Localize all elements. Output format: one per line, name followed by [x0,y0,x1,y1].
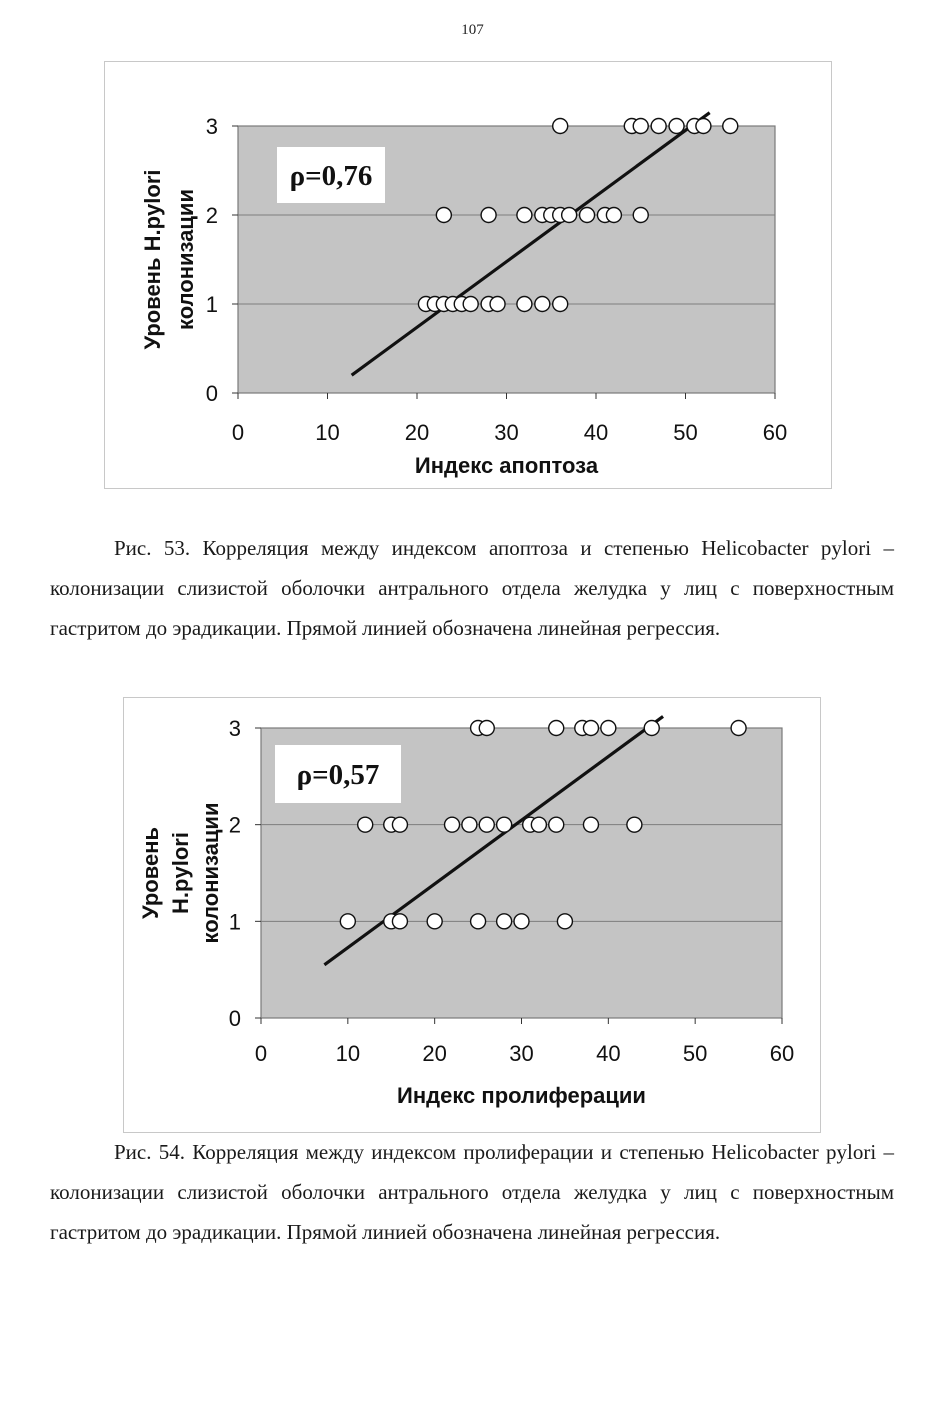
data-point [627,817,642,832]
data-point [531,817,546,832]
y-tick-label: 3 [228,716,241,741]
y-tick-label: 0 [228,1006,241,1031]
data-point [514,914,529,929]
chart-proliferation [123,697,821,1133]
data-point [481,208,496,223]
data-point [427,914,442,929]
y-tick-label: 3 [205,114,218,139]
chart-apoptosis [104,61,832,489]
data-point [669,119,684,134]
page-number: 107 [461,22,484,38]
x-tick-label: 40 [583,420,609,445]
data-point [553,297,568,312]
x-tick-label: 50 [682,1041,708,1066]
data-point [392,817,407,832]
correlation-label: ρ=0,76 [289,160,373,192]
x-tick-label: 30 [509,1041,534,1066]
y-axis-title-line: колонизации [173,188,198,331]
correlation-label: ρ=0,57 [296,759,380,791]
data-point [601,721,616,736]
x-tick-label: 60 [762,420,788,445]
data-point [583,721,598,736]
data-point [445,817,460,832]
y-tick-label: 1 [228,909,241,935]
y-axis-title-line: колонизации [198,802,223,944]
data-point [517,297,532,312]
y-tick-label: 2 [205,203,218,228]
data-point [553,119,568,134]
data-point [497,914,512,929]
data-point [651,119,666,134]
data-point [549,721,564,736]
data-point [436,208,451,223]
x-tick-label: 10 [315,420,340,445]
data-point [392,914,407,929]
chart-proliferation-svg [124,698,820,1132]
y-axis-title-line: Уровень [138,826,163,920]
figure-caption-53 [50,528,894,648]
x-tick-label: 50 [673,420,698,445]
x-axis-title: Индекс апоптоза [414,453,599,478]
data-point [606,208,621,223]
data-point [358,817,373,832]
x-tick-label: 0 [254,1041,268,1066]
caption-text: Рис. 53. Корреляция между индексом апоптоза и степенью Helicobacter pylori – колонизации слизистой оболочки антрального отдела желудка у лиц с поверхностным гастритом до эрадикации. Прямой линией обозначена линейная регрессия. [50,536,894,640]
chart-apoptosis-svg [105,62,831,488]
data-point [723,119,738,134]
data-point [535,297,550,312]
data-point [696,119,711,134]
data-point [633,208,648,223]
data-point [497,817,512,832]
data-point [557,914,572,929]
caption-text: Рис. 54. Корреляция между индексом пролиферации и степенью Helicobacter pylori – колонизации слизистой оболочки антрального отдела желудка у лиц с поверхностным гастритом до эрадикации. Прямой линией обозначена линейная регрессия. [50,1140,894,1244]
data-point [633,119,648,134]
x-tick-label: 40 [596,1041,621,1066]
y-tick-label: 0 [205,381,218,406]
x-tick-label: 20 [422,1041,447,1066]
data-point [580,208,595,223]
data-point [479,721,494,736]
data-point [549,817,564,832]
data-point [517,208,532,223]
data-point [644,721,659,736]
x-axis-title: Индекс пролиферации [397,1083,646,1108]
y-axis-title-line: H.pylori [168,832,193,914]
y-axis-title-line: Уровень H.pylori [140,169,165,350]
x-tick-label: 60 [769,1041,795,1066]
data-point [583,817,598,832]
data-point [562,208,577,223]
x-tick-label: 0 [231,420,245,445]
x-tick-label: 20 [404,420,430,445]
x-tick-label: 30 [494,420,519,445]
x-tick-label: 10 [335,1041,361,1066]
data-point [463,297,478,312]
data-point [462,817,477,832]
data-point [479,817,494,832]
data-point [731,721,746,736]
y-tick-label: 1 [205,292,218,317]
figure-caption-54 [50,1132,894,1252]
data-point [340,914,355,929]
data-point [490,297,505,312]
data-point [471,914,486,929]
y-tick-label: 2 [228,812,241,838]
